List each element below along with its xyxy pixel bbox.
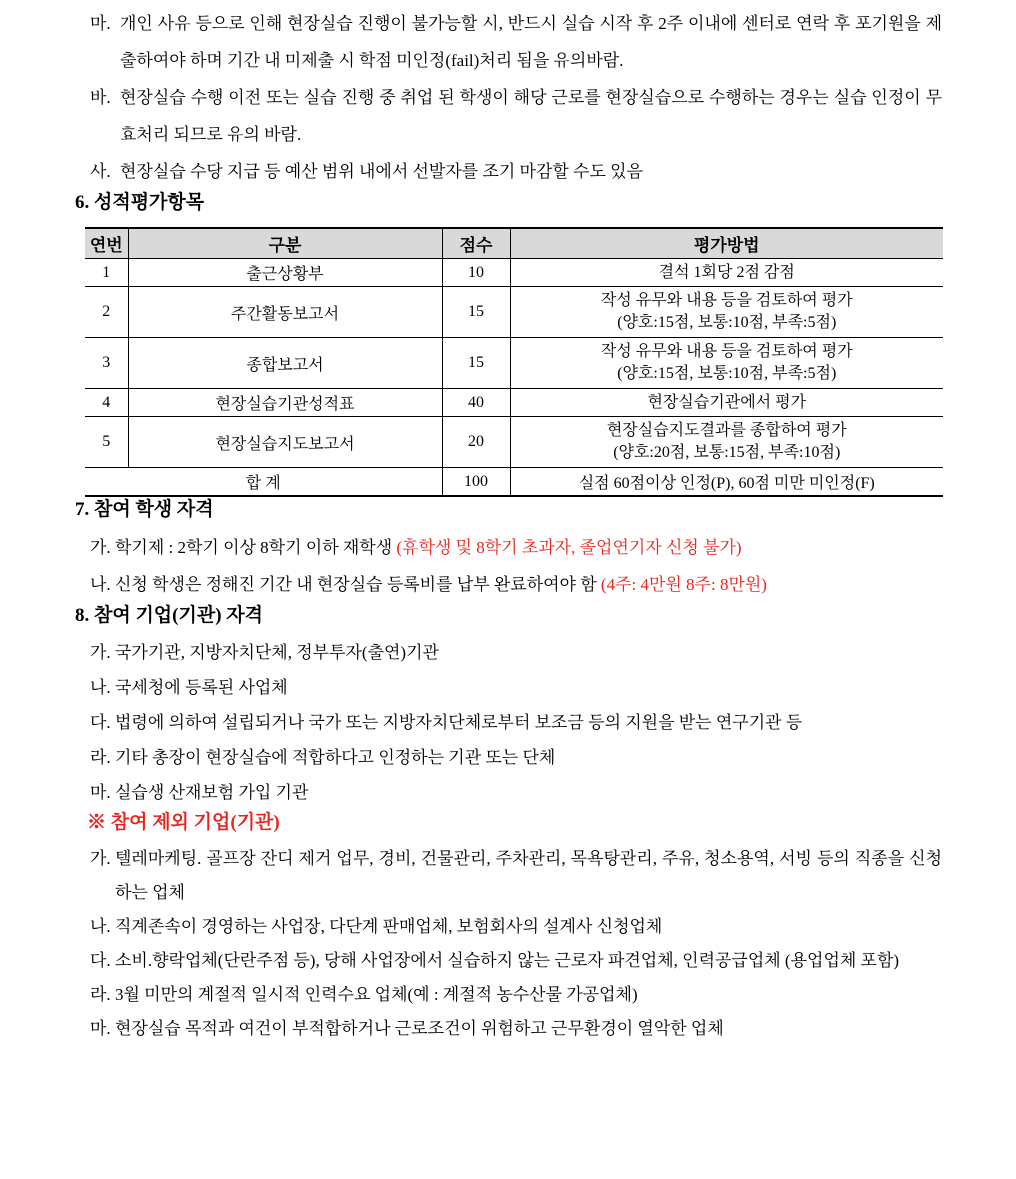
method-line-1: 작성 유무와 내용 등을 검토하여 평가 [600, 292, 853, 309]
cell-no: 1 [85, 259, 128, 287]
list-item [90, 978, 942, 1012]
list-item-label: 마. [90, 14, 111, 33]
table-row [85, 338, 943, 389]
list-item [90, 740, 942, 775]
list-item [90, 635, 942, 670]
list-item-text: 기타 총장이 현장실습에 적합하다고 인정하는 기관 또는 단체 [115, 748, 556, 767]
list-item-label: 나. [90, 575, 111, 594]
table-total-row [85, 468, 943, 497]
table-header-row [85, 228, 943, 259]
list-item [90, 566, 942, 603]
list-item [90, 79, 942, 153]
list-item-text: 실습생 산재보험 가입 기관 [115, 783, 309, 802]
section8-list [90, 635, 942, 810]
cell-method [510, 389, 943, 417]
exclusion-title: ※ 참여 제외 기업(기관) [87, 812, 280, 833]
cell-category: 종합보고서 [128, 338, 442, 389]
list-item [90, 775, 942, 810]
list-item-label: 나. [90, 917, 111, 936]
list-item-label: 바. [90, 88, 111, 107]
list-item-text: 국가기관, 지방자치단체, 정부투자(출연)기관 [115, 643, 439, 662]
list-item-text: 3월 미만의 계절적 일시적 인력수요 업체(예 : 계절적 농수산물 가공업체) [115, 985, 638, 1004]
method-line-1: 결석 1회당 2점 감점 [658, 263, 795, 281]
cell-method [510, 259, 943, 287]
list-item [90, 529, 942, 566]
list-item-label: 라. [90, 985, 111, 1004]
list-item [90, 842, 942, 910]
list-item-label: 마. [90, 783, 111, 802]
cell-method [510, 287, 943, 338]
cell-score: 20 [442, 417, 510, 468]
list-item-text: 국세청에 등록된 사업체 [115, 678, 288, 697]
cell-no: 2 [85, 287, 128, 338]
list-item [90, 1012, 942, 1046]
cell-score: 15 [442, 287, 510, 338]
col-header-score: 점수 [442, 228, 510, 259]
cell-category: 현장실습지도보고서 [128, 417, 442, 468]
list-item-text: 텔레마케팅. 골프장 잔디 제거 업무, 경비, 건물관리, 주차관리, 목욕탕관리, 주유, 청소용역, 서빙 등의 직종을 신청하는 업체 [115, 849, 942, 902]
method-line-2: (양호:15점, 보통:10점, 부족:5점) [617, 314, 837, 331]
section6-title: 6. 성적평가항목 [75, 192, 205, 213]
cell-total-method: 실점 60점이상 인정(P), 60점 미만 미인정(F) [510, 468, 943, 497]
cell-method [510, 417, 943, 468]
cell-no: 5 [85, 417, 128, 468]
list-item-label: 사. [90, 162, 111, 181]
list-item-text: 법령에 의하여 설립되거나 국가 또는 지방자치단체로부터 보조금 등의 지원을 받는 연구기관 등 [115, 713, 803, 732]
col-header-method: 평가방법 [510, 228, 943, 259]
table-row [85, 417, 943, 468]
exclusion-list [90, 842, 942, 1046]
list-item-red-note: (휴학생 및 8학기 초과자, 졸업연기자 신청 불가) [396, 538, 742, 557]
cell-score: 15 [442, 338, 510, 389]
list-item-label: 다. [90, 951, 111, 970]
list-item [90, 910, 942, 944]
table-row [85, 287, 943, 338]
method-line-2: (양호:15점, 보통:10점, 부족:5점) [617, 365, 837, 382]
list-item-text: 직계존속이 경영하는 사업장, 다단계 판매업체, 보험회사의 설계사 신청업체 [115, 917, 663, 936]
list-item-label: 가. [90, 538, 111, 557]
list-item-red-note: (4주: 4만원 8주: 8만원) [600, 575, 767, 594]
cell-category: 출근상황부 [128, 259, 442, 287]
cell-score: 40 [442, 389, 510, 417]
list-item [90, 705, 942, 740]
list-item-label: 가. [90, 643, 111, 662]
list-item-label: 나. [90, 678, 111, 697]
method-line-2: (양호:20점, 보통:15점, 부족:10점) [613, 444, 841, 461]
list-item-text: 소비.향락업체(단란주점 등), 당해 사업장에서 실습하지 않는 근로자 파견업체, 인력공급업체 (용업업체 포함) [115, 951, 900, 970]
table-row [85, 389, 943, 417]
list-item-text: 개인 사유 등으로 인해 현장실습 진행이 불가능할 시, 반드시 실습 시작 후 2주 이내에 센터로 연락 후 포기원을 제출하여야 하며 기간 내 미제출 시 학점 미인정(fail)처리 됨을 유의바람. [120, 14, 942, 70]
cell-score: 10 [442, 259, 510, 287]
list-item-text: 현장실습 수행 이전 또는 실습 진행 중 취업 된 학생이 해당 근로를 현장실습으로 수행하는 경우는 실습 인정이 무효처리 되므로 유의 바람. [120, 88, 942, 144]
list-item-label: 라. [90, 748, 111, 767]
list-item-text: 신청 학생은 정해진 기간 내 현장실습 등록비를 납부 완료하여야 함 [115, 575, 601, 594]
intro-list [90, 5, 942, 190]
list-item-label: 다. [90, 713, 111, 732]
list-item-text: 현장실습 목적과 여건이 부적합하거나 근로조건이 위험하고 근무환경이 열악한 업체 [115, 1019, 724, 1038]
cell-category: 현장실습기관성적표 [128, 389, 442, 417]
list-item-label: 가. [90, 849, 111, 868]
method-line-1: 작성 유무와 내용 등을 검토하여 평가 [600, 343, 853, 360]
table-row [85, 259, 943, 287]
cell-total-score: 100 [442, 468, 510, 497]
list-item [90, 153, 942, 190]
list-item-text: 현장실습 수당 지급 등 예산 범위 내에서 선발자를 조기 마감할 수도 있음 [120, 162, 643, 181]
list-item-text: 학기제 : 2학기 이상 8학기 이하 재학생 [115, 538, 397, 557]
cell-no: 3 [85, 338, 128, 389]
cell-total-label: 합 계 [85, 468, 442, 497]
list-item [90, 944, 942, 978]
col-header-no: 연번 [85, 228, 128, 259]
grade-evaluation-table [85, 227, 943, 497]
list-item [90, 670, 942, 705]
list-item-label: 마. [90, 1019, 111, 1038]
section7-title: 7. 참여 학생 자격 [75, 499, 214, 520]
list-item [90, 5, 942, 79]
method-line-1: 현장실습기관에서 평가 [647, 393, 807, 411]
section7-list [90, 529, 942, 603]
col-header-category: 구분 [128, 228, 442, 259]
method-line-1: 현장실습지도결과를 종합하여 평가 [606, 422, 847, 439]
cell-category: 주간활동보고서 [128, 287, 442, 338]
section8-title: 8. 참여 기업(기관) 자격 [75, 605, 263, 626]
cell-method [510, 338, 943, 389]
cell-no: 4 [85, 389, 128, 417]
